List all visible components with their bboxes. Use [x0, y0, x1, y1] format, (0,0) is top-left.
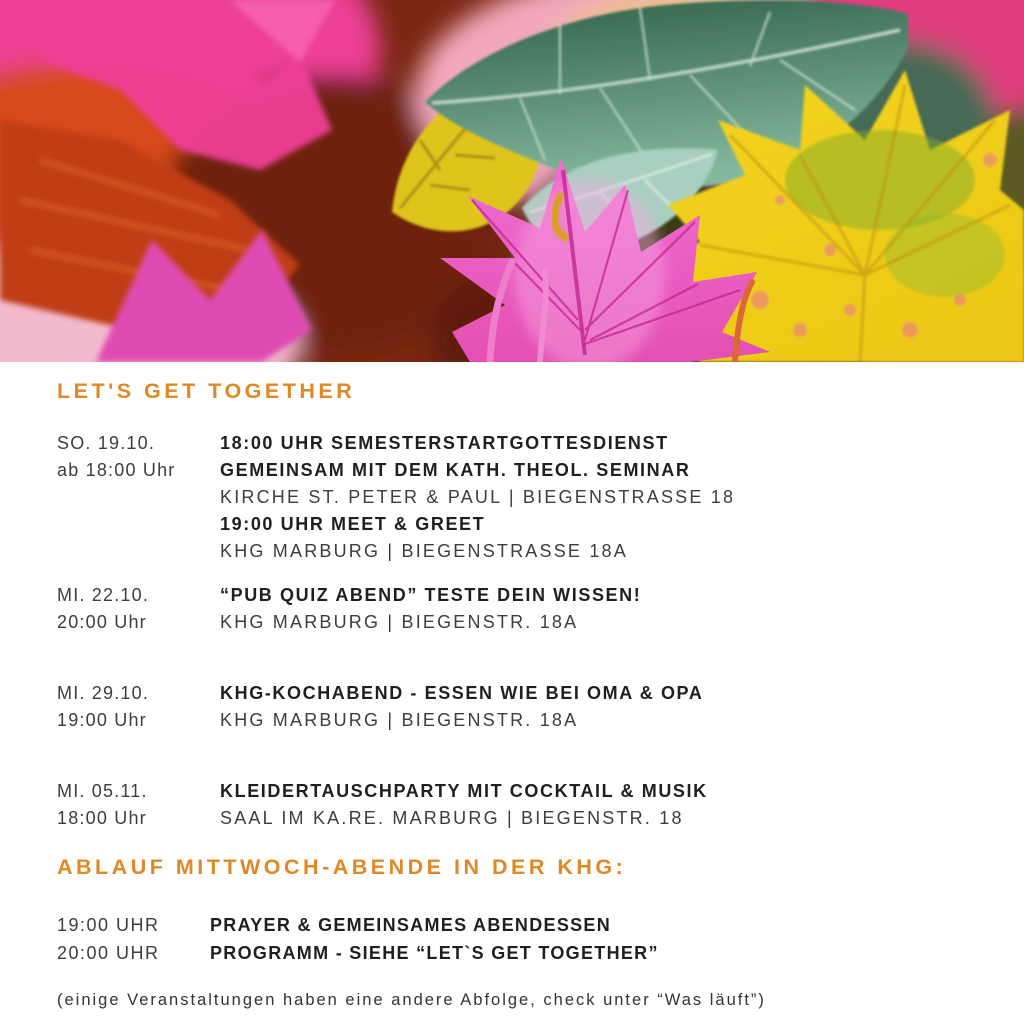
- event-row-2: [57, 582, 641, 636]
- hero-image: [0, 0, 1024, 362]
- schedule-row-2: [57, 939, 659, 967]
- event-1-title-line: GEMEINSAM MIT DEM KATH. THEOL. SEMINAR: [220, 460, 691, 480]
- event-1-date: SO. 19.10.: [57, 433, 156, 453]
- event-4-title-line: KLEIDERTAUSCHPARTY MIT COCKTAIL & MUSIK: [220, 781, 708, 801]
- event-3-title-line: KHG-KOCHABEND - ESSEN WIE BEI OMA & OPA: [220, 683, 704, 703]
- event-2-location-line: KHG MARBURG | BIEGENSTR. 18A: [220, 612, 579, 632]
- schedule-2-time: 20:00 UHR: [57, 943, 160, 963]
- event-4-location-line: SAAL IM KA.RE. MARBURG | BIEGENSTR. 18: [220, 808, 684, 828]
- event-row-3: [57, 680, 703, 734]
- event-1-title-line: 18:00 UHR SEMESTERSTARTGOTTESDIENST: [220, 433, 669, 453]
- event-2-title-line: “PUB QUIZ ABEND” TESTE DEIN WISSEN!: [220, 585, 642, 605]
- event-3-time: 19:00 Uhr: [57, 710, 147, 730]
- event-row-1: [57, 430, 735, 565]
- autumn-leaves-collage: [0, 0, 1024, 362]
- event-1-location-line: KHG MARBURG | BIEGENSTRASSE 18A: [220, 541, 628, 561]
- event-3-location-line: KHG MARBURG | BIEGENSTR. 18A: [220, 710, 579, 730]
- event-1-location-line: KIRCHE ST. PETER & PAUL | BIEGENSTRASSE 18: [220, 487, 736, 507]
- schedule-2-label: PROGRAMM - SIEHE “LET`S GET TOGETHER”: [210, 943, 659, 963]
- schedule-row-1: [57, 911, 611, 939]
- event-row-4: [57, 778, 708, 832]
- event-4-time: 18:00 Uhr: [57, 808, 147, 828]
- event-1-time: ab 18:00 Uhr: [57, 460, 176, 480]
- section-title-ablauf: ABLAUF MITTWOCH-ABENDE IN DER KHG:: [57, 855, 627, 879]
- event-4-date: MI. 05.11.: [57, 781, 148, 801]
- section-title-lets-get-together: LET'S GET TOGETHER: [57, 379, 356, 403]
- event-2-time: 20:00 Uhr: [57, 612, 147, 632]
- schedule-1-time: 19:00 UHR: [57, 915, 160, 935]
- footnote: (einige Veranstaltungen haben eine andere Abfolge, check unter “Was läuft”): [57, 991, 766, 1009]
- event-2-date: MI. 22.10.: [57, 585, 150, 605]
- event-3-date: MI. 29.10.: [57, 683, 150, 703]
- schedule-1-label: PRAYER & GEMEINSAMES ABENDESSEN: [210, 915, 612, 935]
- event-1-title-line: 19:00 UHR MEET & GREET: [220, 514, 486, 534]
